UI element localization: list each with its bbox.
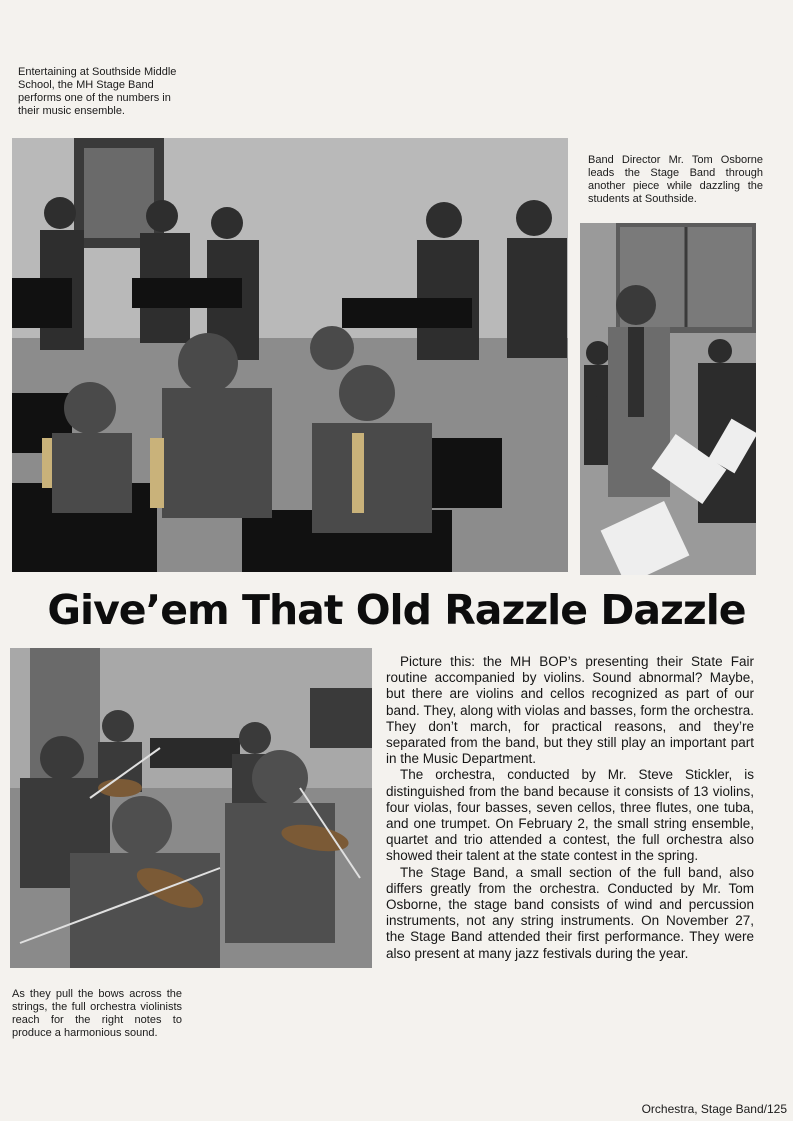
caption-orchestra-violinists: As they pull the bows across the strings, the full orchestra violinists reach for the right notes to produce a harmonious sound. — [12, 988, 182, 1039]
page-headline: Give’em That Old Razzle Dazzle — [47, 586, 746, 634]
band-director-photo-art — [580, 223, 756, 575]
page-footer: Orchestra, Stage Band/125 — [641, 1102, 787, 1116]
orchestra-photo-art — [10, 648, 372, 968]
stage-band-photo-art — [12, 138, 568, 572]
orchestra-violinists-photo — [10, 648, 372, 968]
article-paragraph-1: Picture this: the MH BOP’s presenting their State Fair routine accompanied by violins. Sound abnormal? Maybe, but there are violins and cellos recognized as part of our band. They, along with violas and basses, form the orchestra. They don’t march, for practical reasons, and they’re separated from the band, but they still play an important part in the Music Department. — [386, 654, 754, 767]
article-body — [386, 654, 754, 962]
article-paragraph-2: The orchestra, conducted by Mr. Steve Stickler, is distinguished from the band because it consists of 13 violins, four violas, four basses, seven cellos, three flutes, one tuba, and one trumpet. On February 2, the small string ensemble, quartet and trio attended a contest, the full orchestra also showed their talent at the state contest in the spring. — [386, 767, 754, 864]
stage-band-photo — [12, 138, 568, 572]
caption-band-director: Band Director Mr. Tom Osborne leads the Stage Band through another piece while dazzling the students at Southside. — [588, 154, 763, 205]
article-paragraph-3: The Stage Band, a small section of the full band, also differs greatly from the orchestra. Conducted by Mr. Tom Osborne, the stage band consists of wind and percussion instruments, not any string instruments. On November 27, the Stage Band attended their first performance. They were also present at many jazz festivals during the year. — [386, 864, 754, 961]
band-director-photo — [580, 223, 756, 575]
caption-stage-band: Entertaining at Southside Middle School, the MH Stage Band performs one of the numbers in their music ensemble. — [18, 66, 177, 117]
